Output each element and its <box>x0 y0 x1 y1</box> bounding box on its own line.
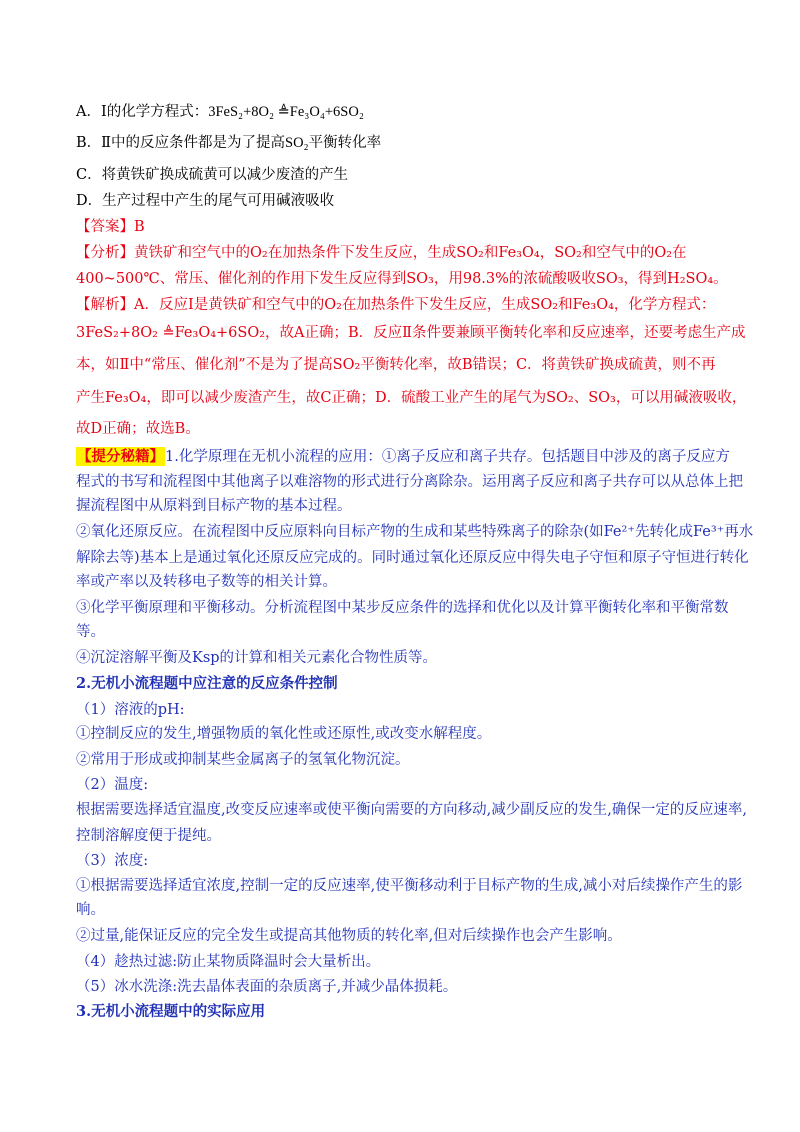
section-2-temp-a: 根据需要选择适宜温度,改变反应速率或使平衡向需要的方向移动,减少副反应的发生,确保一定的反应速率, <box>76 802 747 818</box>
tips-p3-line-2: 等。 <box>76 624 105 640</box>
section-2-temp-b: 控制溶解度便于提纯。 <box>76 828 221 844</box>
section-2-heading: 2.无机小流程题中应注意的反应条件控制 <box>76 675 338 692</box>
tips-p2-line-1: ②氧化还原反应。在流程图中反应原料向目标产物的生成和某些特殊离子的除杂(如Fe²⁺先转化成Fe³⁺再水 <box>76 524 754 540</box>
tips-p1-line-1: 1.化学原理在无机小流程的应用：①离子反应和离子共存。包括题目中涉及的离子反应方 <box>165 449 730 465</box>
section-2-conc-c: ②过量,能保证反应的完全发生或提高其他物质的转化率,但对后续操作也会产生影响。 <box>76 928 622 944</box>
explanation-line-4: 产生Fe₃O₄，即可以减少废渣产生，故C正确；D．硫酸工业产生的尾气为SO₂、SO₃，可以用碱液吸收， <box>76 390 747 406</box>
option-b-text-2: 平衡转化率 <box>308 135 382 151</box>
explanation-line-5: 故D正确；故选B。 <box>76 421 200 437</box>
tips-p2-line-2: 解除去等)基本上是通过氧化还原反应完成的。同时通过氧化还原反应中得失电子守恒和原子守恒进行转化 <box>76 550 749 566</box>
section-2-conc-a: ①根据需要选择适宜浓度,控制一定的反应速率,使平衡移动利于目标产物的生成,减小对后续操作产生的影 <box>76 878 743 894</box>
tips-p3-line-1: ③化学平衡原理和平衡移动。分析流程图中某步反应条件的选择和优化以及计算平衡转化率和平衡常数 <box>76 600 729 616</box>
section-3-heading: 3.无机小流程题中的实际应用 <box>76 1003 266 1020</box>
section-2-temp: （2）温度: <box>76 777 149 793</box>
tips-p1-line-2: 程式的书写和流程图中其他离子以难溶物的形式进行分离除杂。运用离子反应和离子共存可以从总体上把 <box>76 474 743 490</box>
section-2-ice-wash: （5）冰水洗涤:洗去晶体表面的杂质离子,并减少晶体损耗。 <box>76 979 458 995</box>
section-2-conc: （3）浓度: <box>76 853 149 869</box>
section-2-hot-filter: （4）趁热过滤:防止某物质降温时会大量析出。 <box>76 954 381 970</box>
tips-p4: ④沉淀溶解平衡及Ksp的计算和相关元素化合物性质等。 <box>76 650 438 666</box>
tips-tag: 【提分秘籍】 <box>77 448 164 465</box>
explanation-line-3: 本，如Ⅱ中“常压、催化剂”不是为了提高SO₂平衡转化率，故B错误；C．将黄铁矿换成硫黄，则不再 <box>76 357 716 373</box>
option-b <box>76 131 740 152</box>
explanation-line-2: 3FeS₂+8O₂ ≜Fe₃O₄+6SO₂，故A正确；B．反应Ⅱ条件要兼顾平衡转化率和反应速率，还要考虑生产成 <box>76 325 746 341</box>
tips-line-1 <box>76 445 740 466</box>
tips-p2-line-3: 率或产率以及转移电子数等的相关计算。 <box>76 574 337 590</box>
tips-p1-line-3: 握流程图中从原料到目标产物的基本过程。 <box>76 498 352 514</box>
explanation-line-1: 【解析】A．反应Ⅰ是黄铁矿和空气中的O₂在加热条件下发生反应，生成SO₂和Fe₃O₄，化学方程式： <box>76 297 716 313</box>
analysis-line-2: 400~500℃、常压、催化剂的作用下发生反应得到SO₃，用98.3%的浓硫酸吸收SO₃，得到H₂SO₄。 <box>76 271 728 287</box>
option-b-so2: SO₂ <box>285 135 309 151</box>
analysis-line-1: 【分析】黄铁矿和空气中的O₂在加热条件下发生反应，生成SO₂和Fe₃O₄，SO₂和空气中的O₂在 <box>76 245 687 261</box>
section-2-ph-a: ①控制反应的发生,增强物质的氧化性或还原性,或改变水解程度。 <box>76 726 492 742</box>
section-2-ph-b: ②常用于形成或抑制某些金属离子的氢氧化物沉淀。 <box>76 752 410 768</box>
section-2-conc-b: 响。 <box>76 902 105 918</box>
option-c: C．将黄铁矿换成硫黄可以减少废渣的产生 <box>76 167 349 183</box>
answer-label: 【答案】B <box>76 219 145 235</box>
option-a-formula: 3FeS₂+8O₂ ≜Fe₃O₄+6SO₂ <box>208 104 364 120</box>
section-2-ph: （1）溶液的pH: <box>76 702 185 718</box>
option-d: D．生产过程中产生的尾气可用碱液吸收 <box>76 193 335 209</box>
option-a-text: A．Ⅰ的化学方程式： <box>76 104 209 120</box>
option-a <box>76 100 740 121</box>
option-b-text-1: B．Ⅱ中的反应条件都是为了提高 <box>76 135 286 151</box>
